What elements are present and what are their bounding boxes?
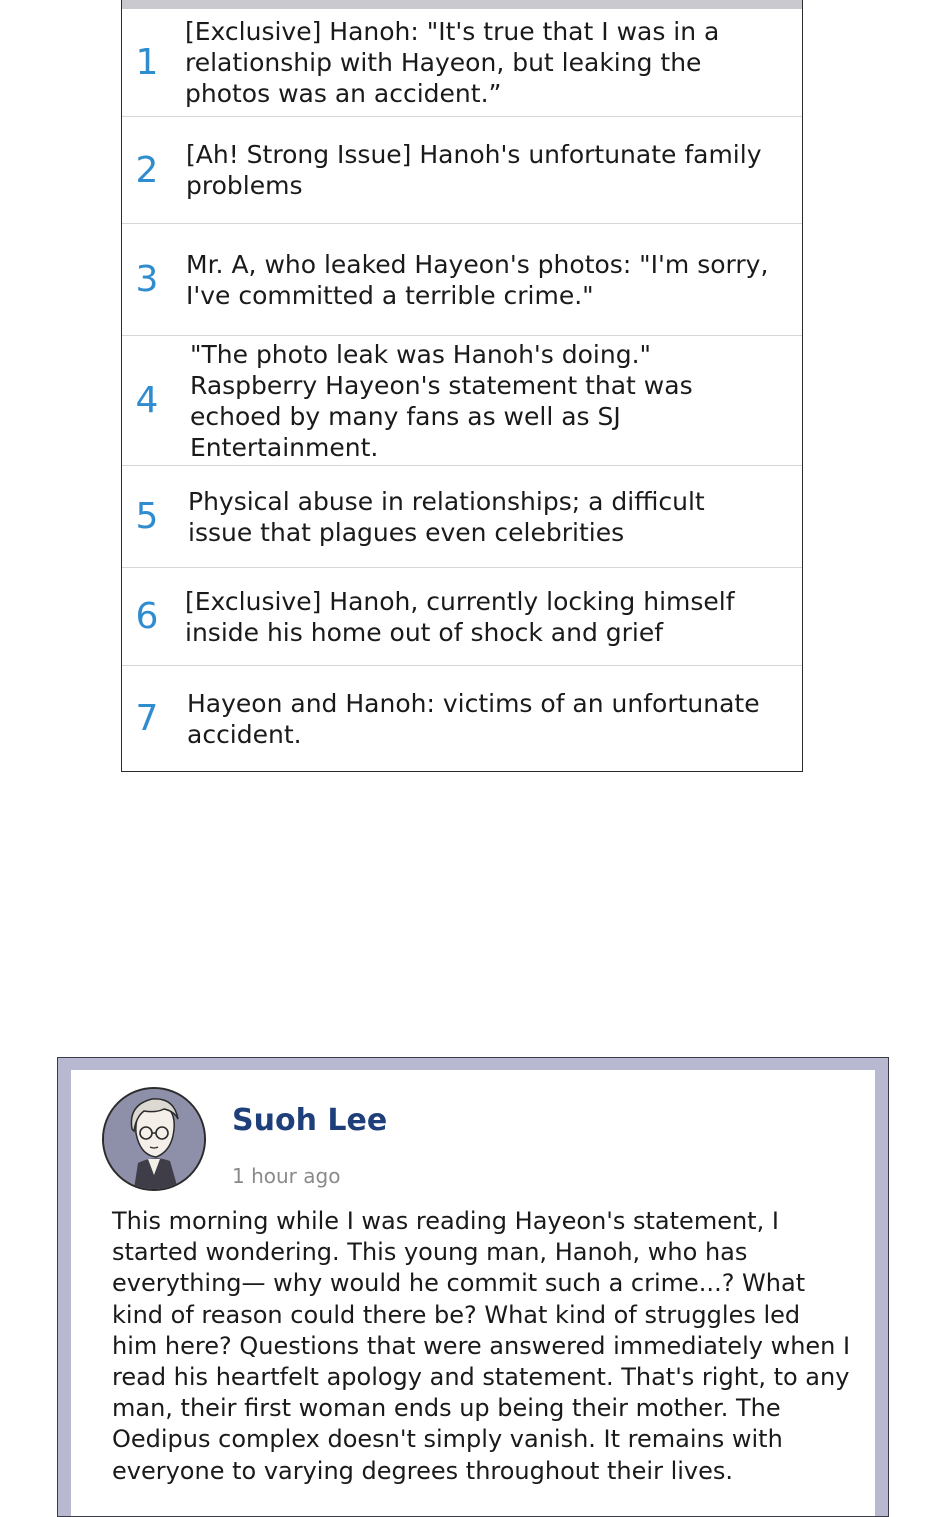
rank-number: 5 [135, 496, 159, 537]
news-item-5[interactable] [122, 466, 802, 568]
comment-text: This morning while I was reading Hayeon's statement, I started wondering. This young man, Hanoh, who has everything— why would he commit such a crime...? What kind of reason could there be? What kind of struggles led him here? Questions that were answered immediately when I read his heartfelt apology and statement. That's right, to any man, their first woman ends up being their mother. The Oedipus complex doesn't simply vanish. It remains with everyone to varying degrees throughout their lives. [112, 1207, 851, 1485]
rank-number: 4 [135, 380, 159, 421]
comment-card [57, 1057, 889, 1517]
comment-author[interactable]: Suoh Lee [232, 1103, 388, 1138]
news-headline[interactable]: Mr. A, who leaked Hayeon's photos: "I'm sorry, I've committed a terrible crime." [186, 249, 769, 310]
news-headline[interactable]: Hayeon and Hanoh: victims of an unfortunate accident. [187, 688, 760, 749]
news-item-2[interactable] [122, 117, 802, 224]
rank-number: 3 [135, 259, 159, 300]
avatar[interactable] [102, 1087, 206, 1191]
rank-number: 2 [135, 149, 159, 191]
news-item-7[interactable] [122, 666, 802, 771]
list-top-bar [122, 0, 802, 9]
news-headline[interactable]: [Exclusive] Hanoh: "It's true that I was in a relationship with Hayeon, but leaking the photos was an accident.” [185, 17, 720, 108]
news-ranking-list [121, 0, 803, 772]
news-headline[interactable]: [Exclusive] Hanoh, currently locking himself inside his home out of shock and grief [185, 586, 735, 647]
avatar-portrait-icon [104, 1089, 204, 1189]
news-item-1[interactable] [122, 9, 802, 117]
news-item-3[interactable] [122, 224, 802, 336]
rank-number: 6 [135, 596, 159, 637]
comment-body [71, 1070, 875, 1516]
rank-number: 1 [135, 42, 159, 83]
news-item-6[interactable] [122, 568, 802, 666]
comment-timestamp: 1 hour ago [232, 1164, 341, 1188]
news-item-4[interactable] [122, 336, 802, 466]
rank-number: 7 [135, 698, 159, 739]
news-headline[interactable]: "The photo leak was Hanoh's doing." Raspberry Hayeon's statement that was echoed by many fans as well as SJ Entertainment. [190, 339, 693, 462]
news-headline[interactable]: [Ah! Strong Issue] Hanoh's unfortunate family problems [186, 140, 762, 200]
news-headline[interactable]: Physical abuse in relationships; a difficult issue that plagues even celebrities [188, 486, 705, 547]
